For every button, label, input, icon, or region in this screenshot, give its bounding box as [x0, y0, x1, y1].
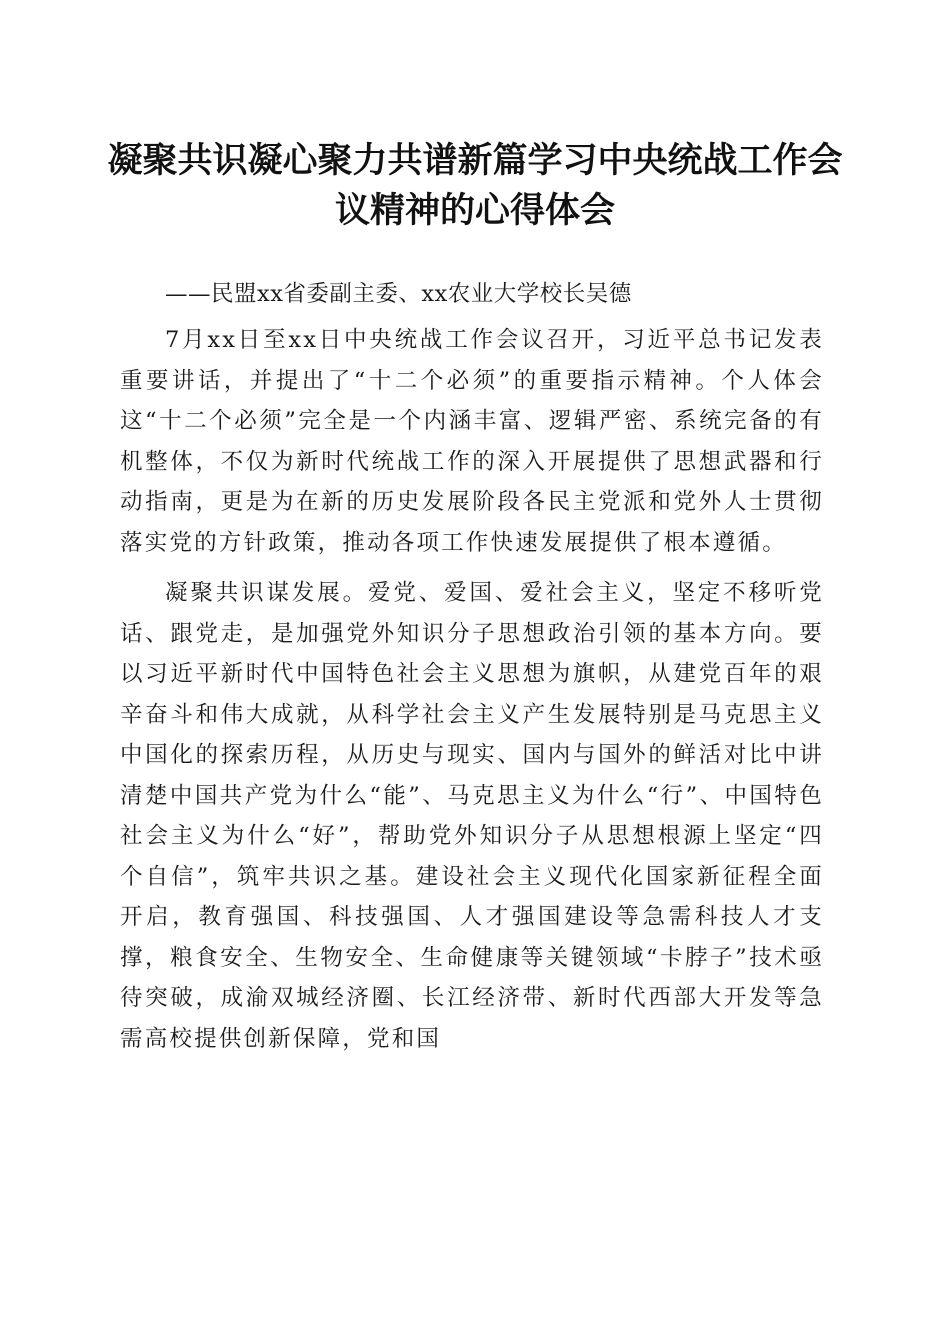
author-byline: ——民盟xx省委副主委、xx农业大学校长吴德	[165, 281, 632, 307]
paragraph-consensus: 凝聚共识谋发展。爱党、爱国、爱社会主义，坚定不移听党话、跟党走，是加强党外知识分子思想政治引领的基本方向。要以习近平新时代中国特色社会主义思想为旗帜，从建党百年的艰辛奋斗和伟大成就，从科学社会主义产生发展特别是马克思主义中国化的探索历程，从历史与现实、国内与国外的鲜活对比中讲清楚中国共产党为什么“能”、马克思主义为什么“行”、中国特色社会主义为什么“好”，帮助党外知识分子从思想根源上坚定“四个自信”，筑牢共识之基。建设社会主义现代化国家新征程全面开启，教育强国、科技强国、人才强国建设等急需科技人才支撑，粮食安全、生物安全、生命健康等关键领域“卡脖子”技术亟待突破，成渝双城经济圈、长江经济带、新时代西部大开发等急需高校提供创新保障，党和国	[120, 580, 824, 1052]
paragraph-intro: 7月xx日至xx日中央统战工作会议召开，习近平总书记发表重要讲话，并提出了“十二个必须”的重要指示精神。个人体会这“十二个必须”完全是一个内涵丰富、逻辑严密、系统完备的有机整体，不仅为新时代统战工作的深入开展提供了思想武器和行动指南，更是为在新的历史发展阶段各民主党派和党外人士贯彻落实党的方针政策，推动各项工作快速发展提供了根本遵循。	[120, 327, 824, 556]
document-title: 凝聚共识凝心聚力共谱新篇学习中央统战工作会议精神的心得体会	[107, 140, 843, 231]
document-body	[120, 276, 824, 1059]
